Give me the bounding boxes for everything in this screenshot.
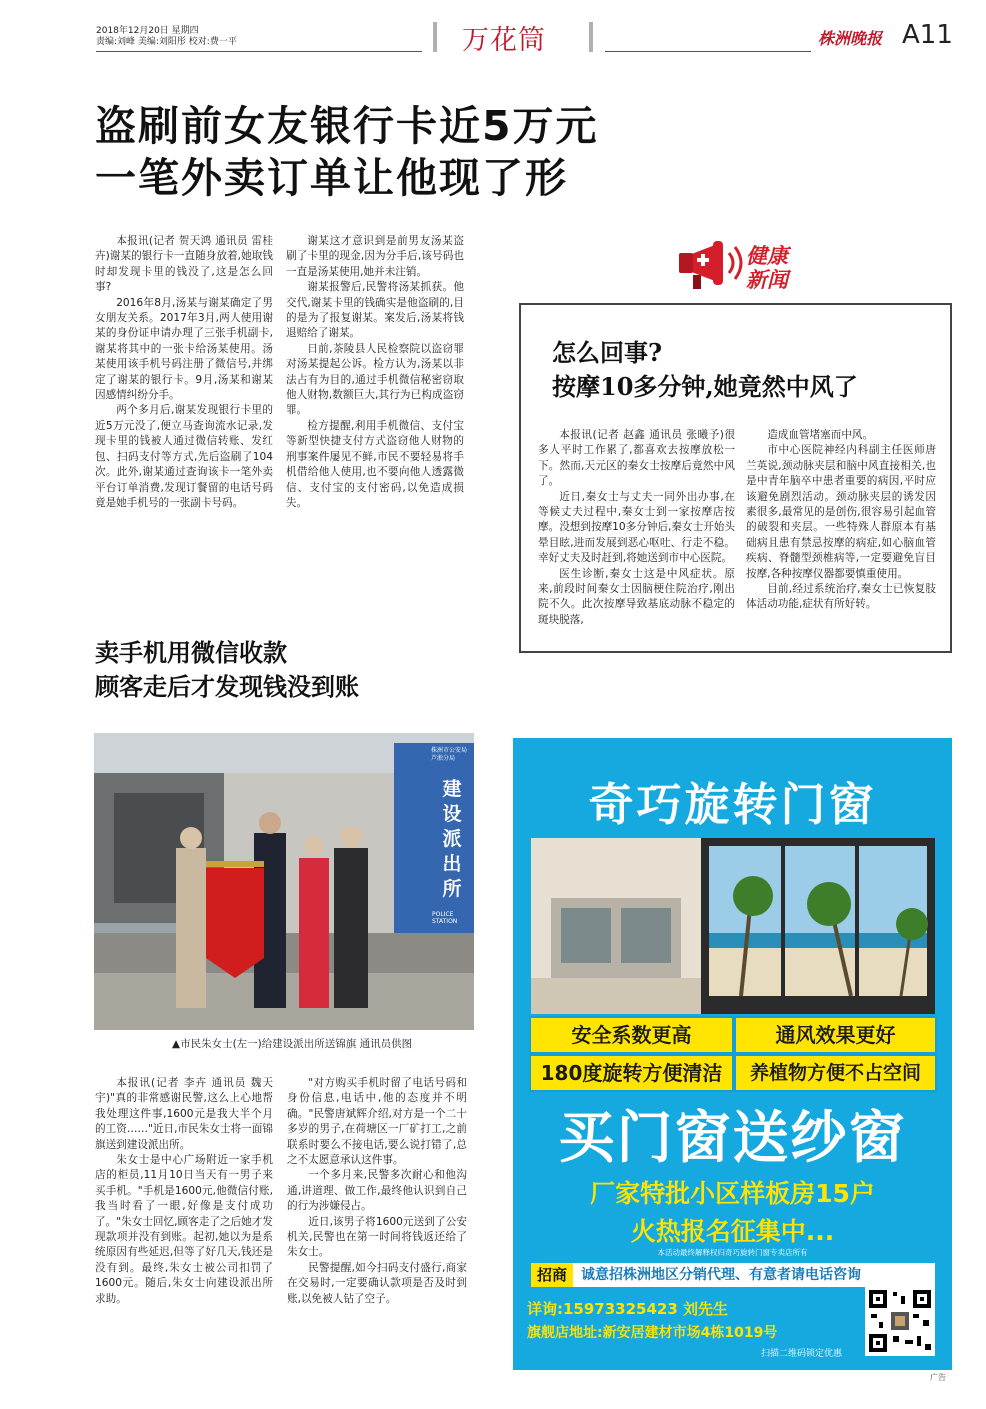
article1-headline: 盗刷前女友银行卡近5万元 一笔外卖订单让他现了形	[95, 102, 599, 202]
ad-title: 奇巧旋转门窗	[588, 778, 877, 831]
ad-slogan: 买门窗送纱窗	[558, 1106, 907, 1171]
ad-feature-4: 养植物方便不占空间	[734, 1054, 937, 1092]
health-column-1: 本报讯(记者 赵鑫 通讯员 张曦予)很多人平时工作累了,都喜欢去按摩放松一下。然而,天元区的秦女士按摩后竟然中风了。 近日,秦女士与丈夫一同外出办事,在等候丈夫过程中,秦女士到一家按摩店按摩。没想到按摩10多分钟后,秦女士开始头晕目眩,进而发展到恶心呕吐、行走不稳。幸好丈夫及时赶到,将她送到市中心医院。 医生诊断,秦女士这是中风症状。原来,前段时间秦女士因脑梗住院治疗,刚出院不久。此次按摩导致基底动脉不稳定的斑块脱落,	[538, 429, 735, 626]
photo-sign-en: POLICE STATION	[432, 911, 458, 925]
article1-column-1: 本报讯(记者 贺天鸿 通讯员 雷桂卉)谢某的银行卡一直随身放着,她取钱时却发现卡里的钱没了,这是怎么回事? 2016年8月,汤某与谢某确定了男女朋友关系。2017年3月,两人使用谢某的身份证申请办理了三张手机副卡,谢某将其中的一张卡给汤某使用。汤某使用该手机号码注册了微信号,并绑定了谢某的银行卡。9月,汤某和谢某因感情纠纷分手。 两个多月后,谢某发现银行卡里的近5万元没了,便立马查询流水记录,发现卡里的钱被人通过微信转账、发红包、扫码支付等方式,先后盗刷了104次。此外,谢某通过查询该卡一笔外卖平台订单消费,发现订餐留的电话号码竟是她手机号的一张副卡号码。	[95, 235, 273, 509]
ad-tag: 广告	[930, 1373, 946, 1382]
ad-feature-1: 安全系数更高	[529, 1016, 734, 1054]
ad-feature-3: 180度旋转方便清洁	[529, 1054, 734, 1092]
ad-feature-2: 通风效果更好	[734, 1016, 937, 1054]
ad-product-image	[531, 838, 935, 1014]
newspaper-logo: 株洲晚报	[818, 29, 883, 48]
qr-code-icon	[865, 1286, 935, 1356]
article2-column-2: "对方购买手机时留了电话号码和身份信息,电话中,他的态度并不明确。"民警唐斌辉介绍,对方是一个二十多岁的男子,在荷塘区一厂矿打工,之前联系时要么不接电话,要么说打错了,总之不太愿意承认这件事。 一个多月来,民警多次耐心和他沟通,讲道理、做工作,最终他认识到自己的行为涉嫌侵占。 近日,该男子将1600元送到了公安机关,民警也在第一时间将钱返还给了朱女士。 民警提醒,如今扫码支付盛行,商家在交易时,一定要确认款项是否及时到账,以免被人钻了空子。	[287, 1077, 467, 1305]
advertisement	[513, 738, 952, 1370]
ad-recruit-text: 诚意招株洲地区分销代理、有意者请电话咨询	[581, 1267, 861, 1283]
ad-recruit-tag: 招商	[531, 1263, 573, 1287]
ad-promo-line2: 火热报名征集中...	[630, 1217, 835, 1246]
photo-sign-small: 株洲市公安局 芦淞分局	[431, 747, 468, 762]
issue-date: 2018年12月20日 星期四	[96, 26, 199, 36]
section-title: 万花筒	[462, 25, 546, 56]
header-rule-left	[96, 51, 422, 52]
photo-sign: 建设派出所	[442, 778, 462, 900]
header-rule-right	[605, 51, 811, 52]
ad-address: 旗舰店地址:新安居建材市场4栋1019号	[527, 1325, 778, 1341]
page-number: A11	[902, 20, 953, 50]
header-divider	[589, 22, 593, 52]
health-headline: 怎么回事? 按摩10多分钟,她竟然中风了	[552, 338, 858, 401]
health-news-label: 健康 新闻	[746, 243, 788, 292]
editor-credits: 责编:刘峰 美编:刘阳彤 校对:费一平	[96, 37, 237, 47]
ad-recruit-bar	[531, 1263, 935, 1287]
news-photo	[94, 733, 474, 1030]
header-divider	[433, 22, 437, 52]
ad-promo-line1: 厂家特批小区样板房15户	[590, 1179, 875, 1208]
article1-column-2: 谢某这才意识到是前男友汤某盗刷了卡里的现金,因为分手后,该号码也一直是汤某使用,她并未注销。 谢某报警后,民警将汤某抓获。他交代,谢某卡里的钱确实是他盗刷的,目的是为了报复谢某。案发后,汤某将钱退赔给了谢某。 日前,茶陵县人民检察院以盗窃罪对汤某提起公诉。检方认为,汤某以非法占有为目的,通过手机微信秘密窃取他人财物,数额巨大,其行为已构成盗窃罪。 检方提醒,利用手机微信、支付宝等新型快捷支付方式盗窃他人财物的刑事案件屡见不鲜,市民不要轻易将手机借给他人使用,也不要向他人透露微信、支付宝的支付密码,以免造成损失。	[286, 235, 464, 509]
article2-column-1: 本报讯(记者 李卉 通讯员 魏天宇)"真的非常感谢民警,这么上心地帮我处理这件事,1600元是我大半个月的工资……"近日,市民朱女士将一面锦旗送到建设派出所。 朱女士是中心广场附近一家手机店的柜员,11月10日当天有一男子来买手机。"手机是1600元,他微信付账,我当时看了一眼,好像是支付成功了。"朱女士回忆,顾客走了之后她才发现款项并没有到账。起初,她以为是系统原因有些延迟,但等了好几天,钱还是没有到。最终,朱女士被公司扣罚了1600元。随后,朱女士向建设派出所求助。	[95, 1077, 273, 1305]
photo-caption: ▲市民朱女士(左一)给建设派出所送锦旗 通讯员供图	[172, 1038, 413, 1050]
article2-headline: 卖手机用微信收款 顾客走后才发现钱没到账	[95, 638, 359, 701]
ad-contact: 详询:15973325423 刘先生	[527, 1300, 729, 1318]
header-meta	[96, 26, 426, 48]
ad-fine-print: 本活动最终解释权归奇巧旋转门窗专卖店所有	[657, 1248, 808, 1257]
ad-qr-note: 扫描二维码锁定优惠	[761, 1349, 843, 1359]
health-column-2: 造成血管堵塞而中风。 市中心医院神经内科副主任医师唐兰英说,颈动脉夹层和脑中风直接相关,也是中青年脑卒中患者重要的病因,平时应该避免剧烈活动。颈动脉夹层的诱发因素很多,最常见的是创伤,很容易引起血管的破裂和夹层。一些特殊人群原本有基础病且患有禁忌按摩的病症,如心脑血管疾病、脊髓型颈椎病等,一定要避免盲目按摩,各种按摩仪器都要慎重使用。 目前,经过系统治疗,秦女士已恢复肢体活动功能,症状有所好转。	[746, 429, 936, 611]
